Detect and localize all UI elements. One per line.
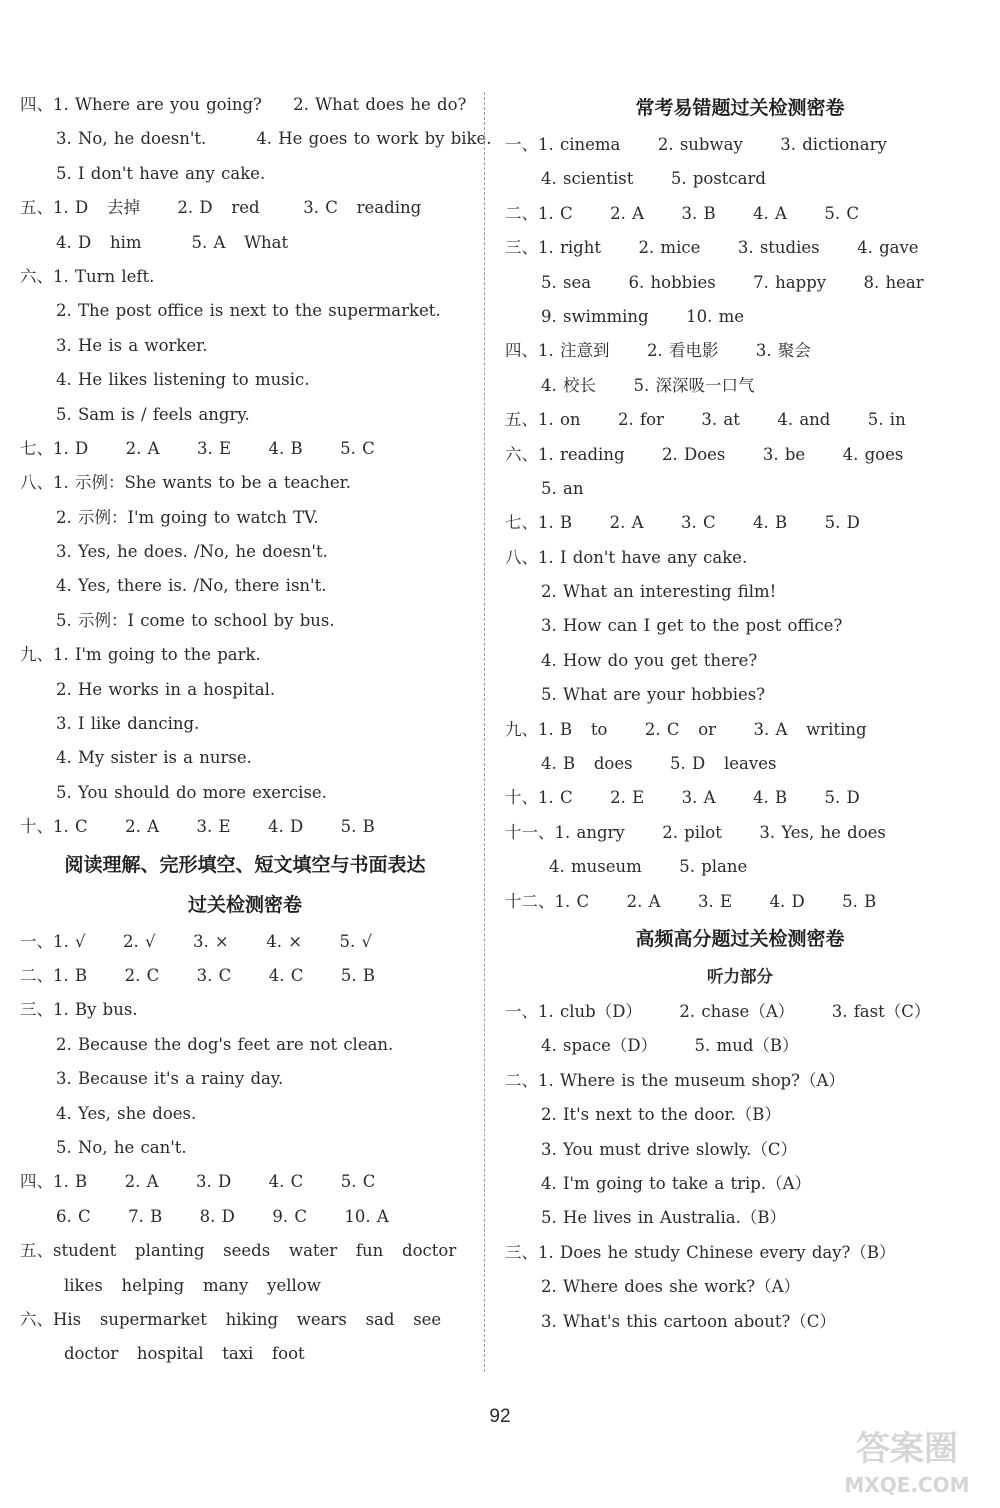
answer-line: 八、1. I don't have any cake. xyxy=(505,547,748,567)
right-column xyxy=(505,88,975,1339)
answer-line: 七、1. B 2. A 3. C 4. B 5. D xyxy=(505,513,860,533)
answer-line: 6. C 7. B 8. D 9. C 10. A xyxy=(56,1206,389,1226)
answer-line: 一、1. club（D） 2. chase（A） 3. fast（C） xyxy=(505,1001,931,1021)
answer-line: 四、1. Where are you going? 2. What does he do? xyxy=(20,95,467,114)
answer-line: 3. You must drive slowly.（C） xyxy=(541,1139,798,1159)
answer-line: 4. He likes listening to music. xyxy=(56,370,310,390)
answer-line: 5. You should do more exercise. xyxy=(56,782,327,802)
answer-line: 五、1. on 2. for 3. at 4. and 5. in xyxy=(505,410,906,430)
answer-line: 4. museum 5. plane xyxy=(549,857,748,877)
answer-line: 八、1. 示例：She wants to be a teacher. xyxy=(20,473,352,493)
answer-line: 二、1. B 2. C 3. C 4. C 5. B xyxy=(20,965,375,985)
answer-line: 4. I'm going to take a trip.（A） xyxy=(541,1173,812,1193)
answer-line: 二、1. Where is the museum shop?（A） xyxy=(505,1070,845,1090)
column-divider xyxy=(484,92,485,1372)
section-heading: 阅读理解、完形填空、短文填空与书面表达 xyxy=(64,853,426,876)
answer-line: 3. How can I get to the post office? xyxy=(541,616,843,636)
answer-line: 5. No, he can't. xyxy=(56,1137,187,1157)
subsection-heading: 听力部分 xyxy=(707,966,773,986)
answer-line: 六、His supermarket hiking wears sad see xyxy=(20,1309,442,1329)
answer-line: 三、1. By bus. xyxy=(20,1000,138,1020)
answer-line: 六、1. Turn left. xyxy=(20,266,155,286)
answer-line: 5. sea 6. hobbies 7. happy 8. hear xyxy=(541,272,924,292)
section-heading: 过关检测密卷 xyxy=(187,893,302,916)
answer-line: 九、1. I'm going to the park. xyxy=(20,645,261,665)
answer-line: 4. How do you get there? xyxy=(541,650,758,670)
answer-line: 5. Sam is / feels angry. xyxy=(56,404,250,424)
section-heading: 高频高分题过关检测密卷 xyxy=(635,927,845,950)
answer-line: 二、1. C 2. A 3. B 4. A 5. C xyxy=(505,203,860,223)
answer-line: 一、1. √ 2. √ 3. × 4. × 5. √ xyxy=(20,931,373,951)
section-heading: 常考易错题过关检测密卷 xyxy=(635,97,845,119)
watermark-line1: 答案圈 xyxy=(856,1429,958,1469)
answer-line: 四、1. 注意到 2. 看电影 3. 聚会 xyxy=(505,341,811,361)
answer-line: 4. scientist 5. postcard xyxy=(541,169,766,189)
answer-line: 2. 示例：I'm going to watch TV. xyxy=(56,507,319,527)
watermark-logo xyxy=(832,1422,982,1500)
answer-line: 2. He works in a hospital. xyxy=(56,679,276,699)
answer-line: 4. space（D） 5. mud（B） xyxy=(541,1036,799,1056)
left-column xyxy=(20,88,492,1372)
answer-line: 4. My sister is a nurse. xyxy=(56,748,252,768)
answer-line: 十一、1. angry 2. pilot 3. Yes, he does xyxy=(505,822,886,842)
answer-line: 3. No, he doesn't. 4. He goes to work by bike. xyxy=(56,129,492,149)
answer-line: 六、1. reading 2. Does 3. be 4. goes xyxy=(505,444,904,464)
answer-line: 十二、1. C 2. A 3. E 4. D 5. B xyxy=(505,891,877,911)
answer-line: 4. Yes, she does. xyxy=(56,1103,197,1123)
answer-line: 七、1. D 2. A 3. E 4. B 5. C xyxy=(20,438,375,458)
answer-line: 3. Yes, he does. /No, he doesn't. xyxy=(56,542,328,562)
answer-line: 五、1. D 去掉 2. D red 3. C reading xyxy=(20,198,422,218)
answer-line: 2. Where does she work?（A） xyxy=(541,1277,801,1297)
answer-line: 3. Because it's a rainy day. xyxy=(56,1069,284,1089)
answer-line: 5. What are your hobbies? xyxy=(541,685,766,705)
page-number: 92 xyxy=(489,1406,511,1427)
answer-line: 2. It's next to the door.（B） xyxy=(541,1105,781,1125)
answer-line: doctor hospital taxi foot xyxy=(64,1344,305,1364)
answer-line: 九、1. B to 2. C or 3. A writing xyxy=(505,719,867,739)
answer-line: 2. What an interesting film! xyxy=(541,582,777,602)
answer-line: 3. He is a worker. xyxy=(56,335,208,355)
answer-line: 5. an xyxy=(541,478,584,498)
answer-line: 5. He lives in Australia.（B） xyxy=(541,1208,787,1228)
answer-line: 5. 示例：I come to school by bus. xyxy=(56,610,335,630)
answer-line: 4. Yes, there is. /No, there isn't. xyxy=(56,576,327,596)
answer-line: likes helping many yellow xyxy=(64,1275,321,1295)
answer-line: 一、1. cinema 2. subway 3. dictionary xyxy=(505,135,887,154)
answer-line: 五、student planting seeds water fun doctor xyxy=(20,1241,457,1261)
answer-line: 四、1. B 2. A 3. D 4. C 5. C xyxy=(20,1172,376,1192)
answer-line: 三、1. right 2. mice 3. studies 4. gave xyxy=(505,238,919,258)
answer-line: 4. B does 5. D leaves xyxy=(541,754,777,774)
answer-line: 十、1. C 2. E 3. A 4. B 5. D xyxy=(505,788,860,808)
answer-line: 3. I like dancing. xyxy=(56,714,200,734)
answer-line: 5. I don't have any cake. xyxy=(56,163,266,183)
answer-line: 2. The post office is next to the supermarket. xyxy=(56,301,441,321)
answer-line: 4. D him 5. A What xyxy=(56,232,289,252)
answer-line: 9. swimming 10. me xyxy=(541,306,744,326)
answer-line: 4. 校长 5. 深深吸一口气 xyxy=(541,375,755,395)
answer-line: 十、1. C 2. A 3. E 4. D 5. B xyxy=(20,817,375,837)
answer-line: 2. Because the dog's feet are not clean. xyxy=(56,1034,394,1054)
watermark-line2: MXQE.COM xyxy=(844,1473,970,1497)
answer-line: 3. What's this cartoon about?（C） xyxy=(541,1311,836,1331)
answer-line: 三、1. Does he study Chinese every day?（B） xyxy=(505,1242,896,1262)
